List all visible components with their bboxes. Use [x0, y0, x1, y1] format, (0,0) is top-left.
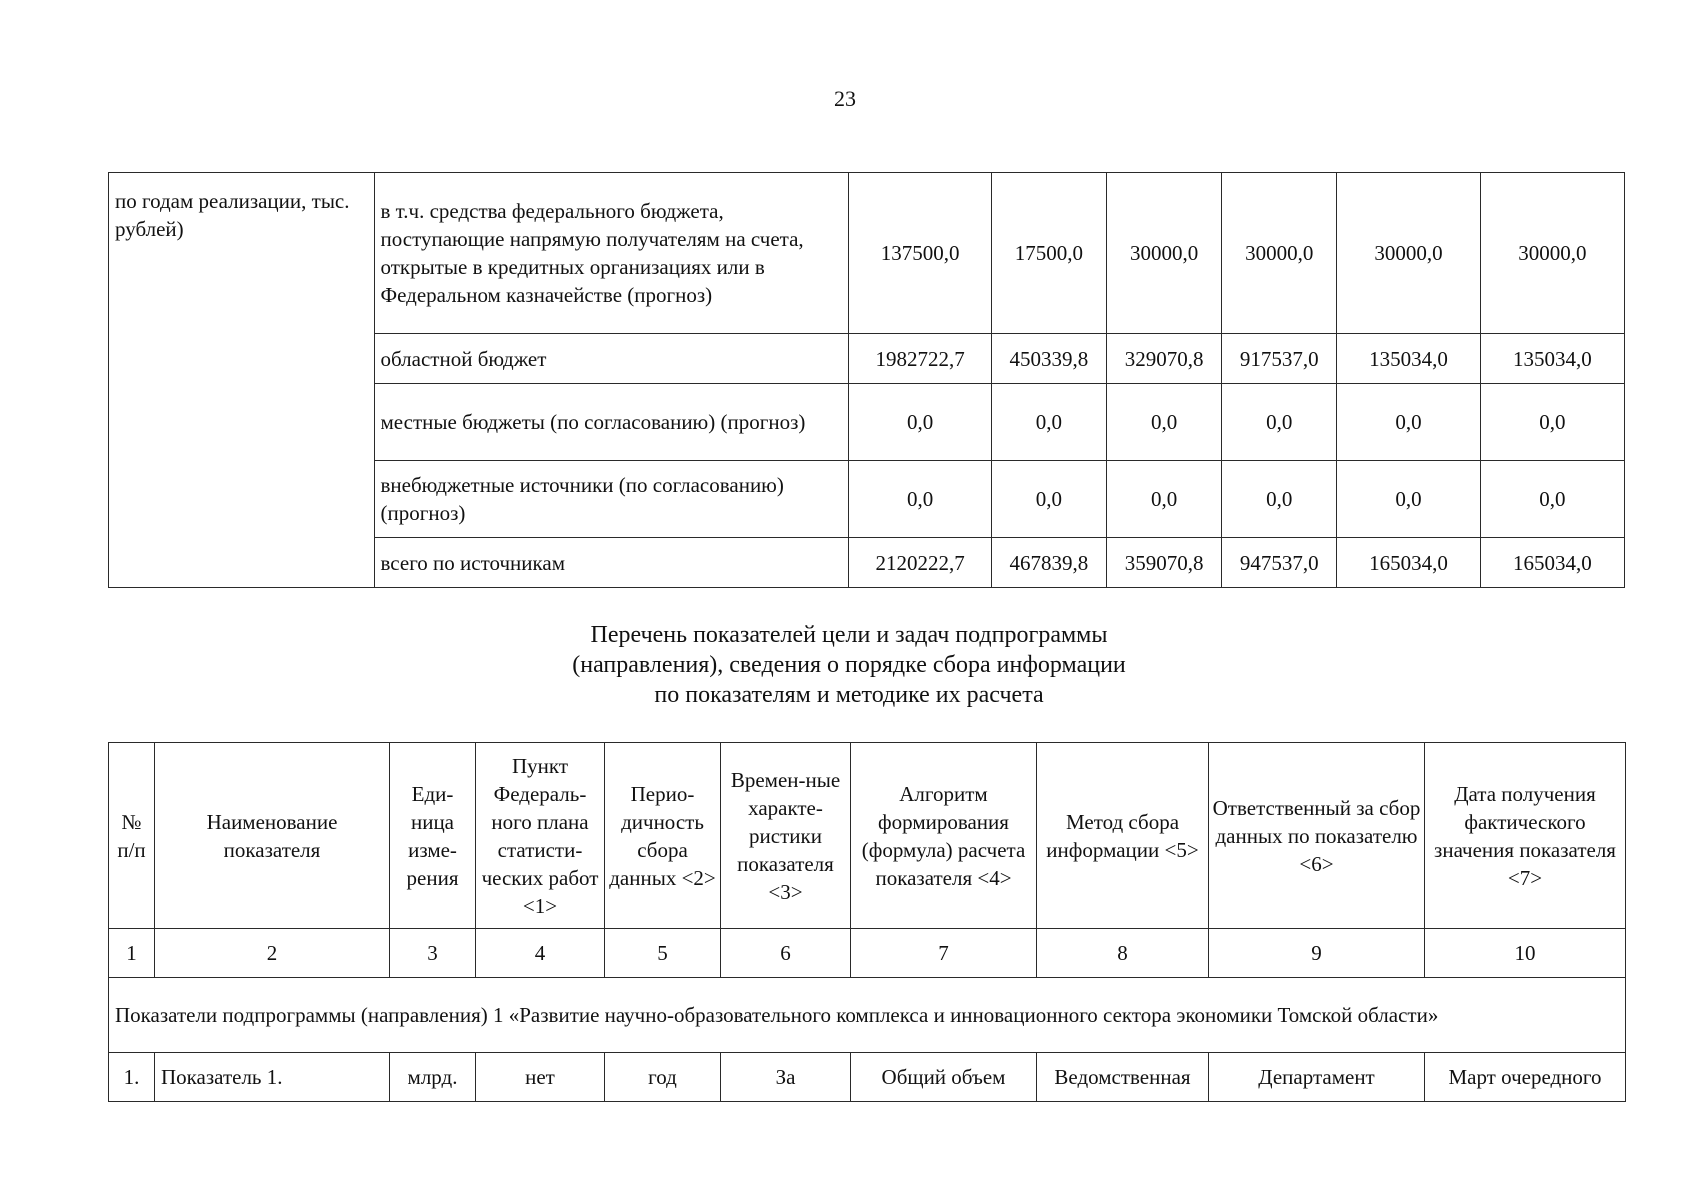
responsible: Департамент: [1209, 1053, 1425, 1102]
column-header: № п/п: [109, 743, 155, 929]
finance-value: 450339,8: [991, 334, 1106, 384]
column-header: Метод сбора информации <5>: [1037, 743, 1209, 929]
finance-value: 0,0: [991, 461, 1106, 538]
subprogram-section-row: [109, 978, 1626, 1053]
table-row: [109, 1053, 1626, 1102]
finance-value: 0,0: [849, 384, 991, 461]
finance-value: 0,0: [1222, 384, 1337, 461]
column-header: Времен-ные характе-ристики показателя <3>: [721, 743, 851, 929]
collection-method: Ведомственная: [1037, 1053, 1209, 1102]
finance-value: 30000,0: [1337, 173, 1480, 334]
unit: млрд.: [390, 1053, 476, 1102]
indicators-table: [108, 742, 1626, 1102]
column-header: Дата получения фактического значения показателя <7>: [1425, 743, 1626, 929]
finance-value: 0,0: [1106, 384, 1221, 461]
finance-value: 165034,0: [1337, 538, 1480, 588]
column-number: 7: [851, 929, 1037, 978]
finance-value: 0,0: [1480, 384, 1624, 461]
section-title: [0, 620, 1698, 710]
column-header: Ответственный за сбор данных по показателю <6>: [1209, 743, 1425, 929]
column-number: 6: [721, 929, 851, 978]
finance-value: 137500,0: [849, 173, 991, 334]
financing-table: [108, 172, 1625, 588]
page-number: 23: [834, 86, 856, 111]
periodicity: год: [605, 1053, 721, 1102]
column-header: Наименование показателя: [155, 743, 390, 929]
finance-value: 17500,0: [991, 173, 1106, 334]
section-title-line: по показателям и методике их расчета: [654, 682, 1044, 708]
finance-value: 30000,0: [1480, 173, 1624, 334]
finance-source: в т.ч. средства федерального бюджета, поступающие напрямую получателям на счета, открытые в кредитных организациях или в Федеральном казначействе (прогноз): [374, 173, 849, 334]
algorithm: Общий объем: [851, 1053, 1037, 1102]
row-number: 1.: [109, 1053, 155, 1102]
finance-value: 0,0: [849, 461, 991, 538]
column-header: Алгоритм формирования (формула) расчета показателя <4>: [851, 743, 1037, 929]
column-number: 8: [1037, 929, 1209, 978]
column-number: 2: [155, 929, 390, 978]
indicator-name: Показатель 1.: [155, 1053, 390, 1102]
column-number: 1: [109, 929, 155, 978]
finance-value: 135034,0: [1337, 334, 1480, 384]
finance-value: 165034,0: [1480, 538, 1624, 588]
finance-value: 917537,0: [1222, 334, 1337, 384]
finance-row: [109, 173, 1625, 334]
column-number: 3: [390, 929, 476, 978]
finance-value: 359070,8: [1106, 538, 1221, 588]
header-row: [109, 743, 1626, 929]
column-header: Перио-дичность сбора данных <2>: [605, 743, 721, 929]
finance-value: 135034,0: [1480, 334, 1624, 384]
column-number: 9: [1209, 929, 1425, 978]
finance-period-label: по годам реализации, тыс. рублей): [109, 173, 375, 588]
finance-value: 0,0: [1480, 461, 1624, 538]
finance-source: всего по источникам: [374, 538, 849, 588]
subprogram-section-title: Показатели подпрограммы (направления) 1 «Развитие научно-образовательного комплекса и инновационного сектора экономики Томской области»: [109, 978, 1626, 1053]
finance-value: 30000,0: [1222, 173, 1337, 334]
time-characteristics: За: [721, 1053, 851, 1102]
finance-source: местные бюджеты (по согласованию) (прогноз): [374, 384, 849, 461]
finance-value: 0,0: [1337, 461, 1480, 538]
finance-value: 2120222,7: [849, 538, 991, 588]
finance-value: 467839,8: [991, 538, 1106, 588]
column-header: Пункт Федераль-ного плана статисти-ческих работ <1>: [476, 743, 605, 929]
column-number: 5: [605, 929, 721, 978]
column-number-row: [109, 929, 1626, 978]
section-title-line: (направления), сведения о порядке сбора информации: [572, 652, 1126, 678]
finance-value: 1982722,7: [849, 334, 991, 384]
section-title-line: Перечень показателей цели и задач подпрограммы: [590, 622, 1108, 648]
finance-value: 329070,8: [1106, 334, 1221, 384]
column-header: Еди-ница изме-рения: [390, 743, 476, 929]
column-number: 4: [476, 929, 605, 978]
finance-source: внебюджетные источники (по согласованию) (прогноз): [374, 461, 849, 538]
finance-value: 0,0: [1222, 461, 1337, 538]
finance-value: 947537,0: [1222, 538, 1337, 588]
finance-value: 0,0: [1337, 384, 1480, 461]
finance-value: 0,0: [991, 384, 1106, 461]
finance-value: 0,0: [1106, 461, 1221, 538]
column-number: 10: [1425, 929, 1626, 978]
federal-plan-item: нет: [476, 1053, 605, 1102]
finance-source: областной бюджет: [374, 334, 849, 384]
fact-date: Март очередного: [1425, 1053, 1626, 1102]
finance-value: 30000,0: [1106, 173, 1221, 334]
